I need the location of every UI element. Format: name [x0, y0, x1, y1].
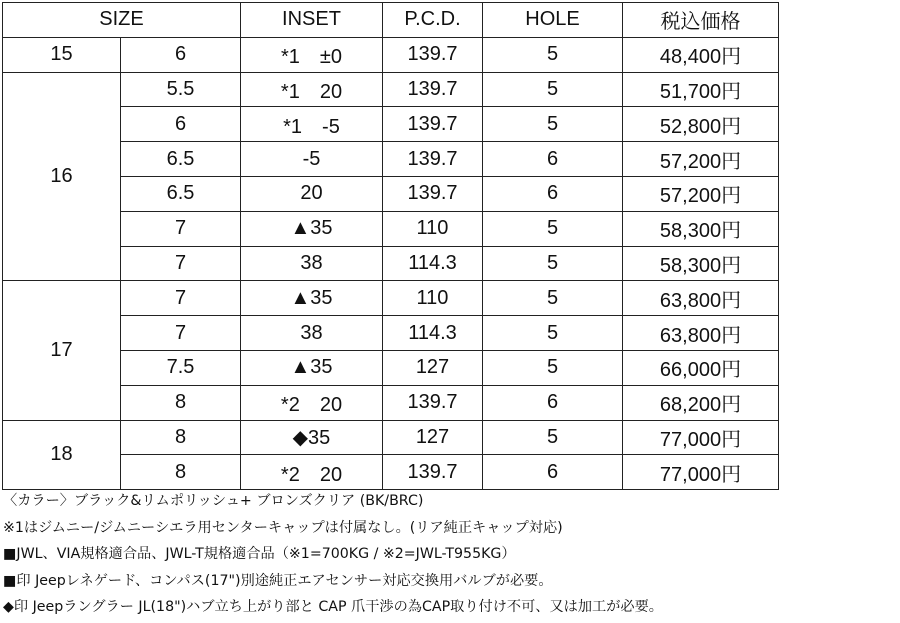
- rim-width-cell: 8: [121, 420, 241, 455]
- table-row: [3, 72, 779, 107]
- price-cell: 66,000円: [623, 350, 779, 385]
- hole-cell: 5: [483, 72, 623, 107]
- hole-cell: 6: [483, 142, 623, 177]
- table-row: [3, 37, 779, 72]
- pcd-cell: 114.3: [383, 246, 483, 281]
- price-cell: 68,200円: [623, 385, 779, 420]
- rim-width-cell: 7: [121, 211, 241, 246]
- inset-cell: ◆35: [241, 420, 383, 455]
- inset-cell: *2 20: [241, 385, 383, 420]
- pcd-cell: 110: [383, 281, 483, 316]
- pcd-cell: 110: [383, 211, 483, 246]
- inset-cell: 38: [241, 246, 383, 281]
- diameter-cell: 17: [3, 281, 121, 420]
- table-row: [3, 281, 779, 316]
- rim-width-cell: 8: [121, 385, 241, 420]
- hole-cell: 5: [483, 350, 623, 385]
- note-cap-interference: ◆印 Jeepラングラー JL(18")ハブ立ち上がり部と CAP 爪干渉の為CAP取り付け不可、又は加工が必要。: [3, 599, 663, 616]
- header-pcd: P.C.D.: [383, 3, 483, 38]
- pcd-cell: 139.7: [383, 455, 483, 490]
- rim-width-cell: 7: [121, 316, 241, 351]
- rim-width-cell: 7: [121, 281, 241, 316]
- pcd-cell: 139.7: [383, 142, 483, 177]
- price-cell: 58,300円: [623, 211, 779, 246]
- inset-cell: ▲35: [241, 281, 383, 316]
- diameter-cell: 16: [3, 72, 121, 281]
- hole-cell: 5: [483, 316, 623, 351]
- table-header-row: [3, 3, 779, 38]
- table-row: [3, 420, 779, 455]
- inset-cell: *1 20: [241, 72, 383, 107]
- pcd-cell: 114.3: [383, 316, 483, 351]
- inset-cell: ▲35: [241, 350, 383, 385]
- rim-width-cell: 6.5: [121, 142, 241, 177]
- hole-cell: 5: [483, 246, 623, 281]
- price-cell: 58,300円: [623, 246, 779, 281]
- rim-width-cell: 7: [121, 246, 241, 281]
- rim-width-cell: 7.5: [121, 350, 241, 385]
- hole-cell: 6: [483, 455, 623, 490]
- price-cell: 52,800円: [623, 107, 779, 142]
- pcd-cell: 127: [383, 420, 483, 455]
- price-cell: 51,700円: [623, 72, 779, 107]
- price-cell: 57,200円: [623, 176, 779, 211]
- header-hole: HOLE: [483, 3, 623, 38]
- pcd-cell: 139.7: [383, 176, 483, 211]
- price-cell: 77,000円: [623, 420, 779, 455]
- note-color: 〈カラー〉ブラック&リムポリッシュ+ ブロンズクリア (BK/BRC): [3, 493, 424, 509]
- rim-width-cell: 6: [121, 107, 241, 142]
- inset-cell: *1 -5: [241, 107, 383, 142]
- pcd-cell: 127: [383, 350, 483, 385]
- note-air-sensor: ■印 Jeepレネゲード、コンパス(17")別途純正エアセンサー対応交換用バルブが必要。: [3, 572, 553, 589]
- price-cell: 77,000円: [623, 455, 779, 490]
- diameter-cell: 15: [3, 37, 121, 72]
- notes-section: [3, 488, 893, 621]
- rim-width-cell: 5.5: [121, 72, 241, 107]
- pcd-cell: 139.7: [383, 37, 483, 72]
- hole-cell: 5: [483, 107, 623, 142]
- rim-width-cell: 6.5: [121, 176, 241, 211]
- inset-cell: *2 20: [241, 455, 383, 490]
- diameter-cell: 18: [3, 420, 121, 490]
- table-body: [3, 37, 779, 489]
- header-price: 税込価格: [623, 3, 779, 38]
- hole-cell: 5: [483, 420, 623, 455]
- price-cell: 63,800円: [623, 281, 779, 316]
- inset-cell: -5: [241, 142, 383, 177]
- header-size: SIZE: [3, 3, 241, 38]
- price-cell: 48,400円: [623, 37, 779, 72]
- hole-cell: 5: [483, 281, 623, 316]
- pcd-cell: 139.7: [383, 107, 483, 142]
- hole-cell: 6: [483, 176, 623, 211]
- inset-cell: ▲35: [241, 211, 383, 246]
- rim-width-cell: 6: [121, 37, 241, 72]
- inset-cell: *1 ±0: [241, 37, 383, 72]
- note-jwl-standard: ■JWL、VIA規格適合品、JWL-T規格適合品（※1=700KG / ※2=JWL-T955KG）: [3, 546, 516, 563]
- rim-width-cell: 8: [121, 455, 241, 490]
- pcd-cell: 139.7: [383, 385, 483, 420]
- hole-cell: 5: [483, 37, 623, 72]
- price-cell: 57,200円: [623, 142, 779, 177]
- header-inset: INSET: [241, 3, 383, 38]
- hole-cell: 6: [483, 385, 623, 420]
- inset-cell: 20: [241, 176, 383, 211]
- wheel-spec-table: [2, 2, 779, 490]
- note-center-cap: ※1はジムニー/ジムニーシエラ用センターキャップは付属なし。(リア純正キャップ対応): [3, 519, 563, 536]
- inset-cell: 38: [241, 316, 383, 351]
- price-cell: 63,800円: [623, 316, 779, 351]
- pcd-cell: 139.7: [383, 72, 483, 107]
- hole-cell: 5: [483, 211, 623, 246]
